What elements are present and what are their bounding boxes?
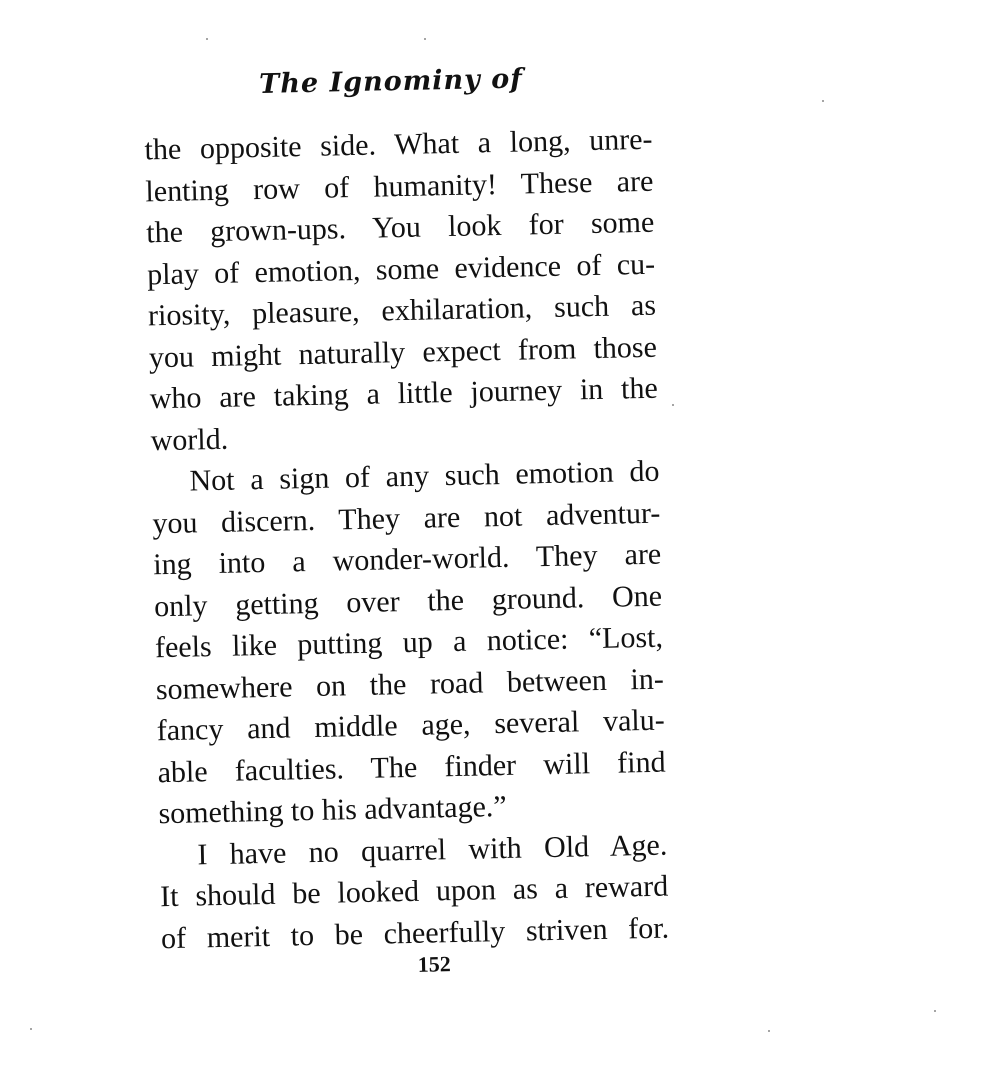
text-line: only getting over the ground. One xyxy=(153,579,663,623)
text-line: riosity, pleasure, exhilaration, such as xyxy=(147,288,657,333)
scan-speck xyxy=(822,100,824,102)
text-line: world. xyxy=(150,422,229,457)
paragraph-1 xyxy=(144,119,659,462)
text-line: who are taking a little journey in the xyxy=(149,371,659,416)
text-line: able faculties. The finder will find xyxy=(157,745,666,789)
text-line: of merit to be cheerfully striven for. xyxy=(160,911,670,955)
text-line: you might naturally expect from those xyxy=(148,330,658,374)
scan-speck xyxy=(768,1030,770,1032)
text-line: I have no quarrel with Old Age. xyxy=(197,828,668,871)
text-line: It should be looked upon as a reward xyxy=(159,869,669,914)
body-text xyxy=(144,119,669,959)
text-line: Not a sign of any such emotion do xyxy=(189,454,660,498)
text-line: play of emotion, some evidence of cu- xyxy=(146,247,656,291)
scan-speck xyxy=(30,1028,32,1030)
text-line: fancy and middle age, several valu- xyxy=(156,703,665,748)
scan-speck xyxy=(206,38,208,40)
text-line: the grown-ups. You look for some xyxy=(145,205,655,250)
running-head: The Ignominy of xyxy=(258,63,524,100)
text-line: ing into a wonder-world. They are xyxy=(152,537,662,582)
text-line: something to his advantage.” xyxy=(158,789,508,831)
scan-speck xyxy=(672,404,674,406)
text-line: lenting row of humanity! These are xyxy=(145,164,654,208)
page-number: 152 xyxy=(417,951,451,977)
text-line: feels like putting up a notice: “Lost, xyxy=(154,620,664,665)
text-line: somewhere on the road between in- xyxy=(155,662,665,706)
text-line: the opposite side. What a long, unre- xyxy=(144,122,653,167)
text-line: you discern. They are not adventur- xyxy=(152,496,661,540)
scan-speck xyxy=(424,38,426,40)
scan-speck xyxy=(934,1010,936,1012)
paragraph-2 xyxy=(151,451,667,835)
paragraph-3 xyxy=(159,824,669,959)
